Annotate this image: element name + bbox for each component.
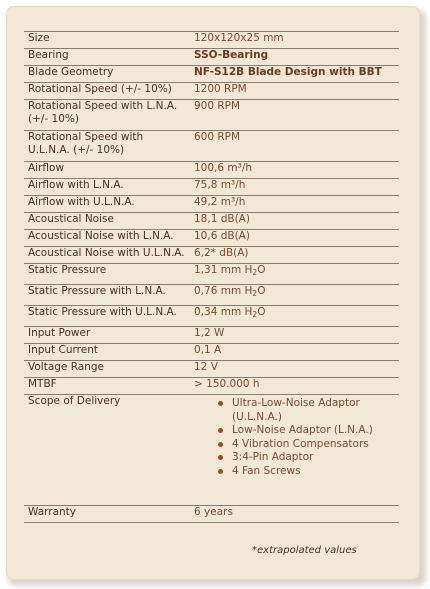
spec-label: Acoustical Noise with U.L.N.A. (24, 247, 190, 264)
spec-label: Voltage Range (24, 361, 190, 378)
spec-label: Airflow with L.N.A. (24, 179, 190, 196)
spec-value-unit-after: O (257, 285, 266, 297)
spec-label: Scope of Delivery (24, 395, 190, 506)
spec-value: 600 RPM (190, 131, 399, 162)
spec-value: NF-S12B Blade Design with BBT (190, 66, 399, 83)
spec-row-size (24, 32, 399, 49)
spec-value: 1200 RPM (190, 83, 399, 100)
spec-value: > 150.000 h (190, 378, 399, 395)
spec-row-acoustical-noise (24, 213, 399, 230)
spec-row-rotational-speed (24, 83, 399, 100)
spec-label: Airflow (24, 162, 190, 179)
spec-label: Rotational Speed (+/- 10%) (24, 83, 190, 100)
spec-value (190, 264, 399, 285)
spec-value-text: 1,31 mm H (194, 264, 253, 276)
spec-row-scope-of-delivery (24, 395, 399, 506)
delivery-item: 4 Fan Screws (218, 465, 397, 479)
delivery-item: Ultra-Low-Noise Adaptor (U.L.N.A.) (218, 397, 397, 424)
footnote: *extrapolated values (252, 545, 357, 556)
spec-label: Airflow with U.L.N.A. (24, 196, 190, 213)
spec-label: MTBF (24, 378, 190, 395)
spec-value: 6,2* dB(A) (190, 247, 399, 264)
spec-value-unit-after: O (257, 264, 266, 276)
spec-row-static-pressure-lna (24, 285, 399, 306)
spec-label: Rotational Speed with L.N.A. (+/- 10%) (24, 100, 190, 131)
spec-value: 1,2 W (190, 327, 399, 344)
spec-label: Acoustical Noise (24, 213, 190, 230)
spec-value: 12 V (190, 361, 399, 378)
spec-label: Acoustical Noise with L.N.A. (24, 230, 190, 247)
spec-value: 6 years (190, 506, 399, 523)
spec-label: Rotational Speed with U.L.N.A. (+/- 10%) (24, 131, 190, 162)
spec-value (190, 285, 399, 306)
spec-row-warranty (24, 506, 399, 523)
spec-table (24, 31, 399, 523)
spec-row-rotational-speed-lna (24, 100, 399, 131)
spec-row-voltage-range (24, 361, 399, 378)
spec-value-unit-after: O (257, 306, 266, 318)
spec-value: 100,6 m³/h (190, 162, 399, 179)
spec-row-bearing (24, 49, 399, 66)
spec-label: Warranty (24, 506, 190, 523)
spec-label: Static Pressure with L.N.A. (24, 285, 190, 306)
spec-value-subscript: 2 (252, 268, 258, 277)
spec-row-input-power (24, 327, 399, 344)
delivery-list (194, 397, 397, 478)
spec-value-subscript: 2 (252, 310, 258, 319)
spec-row-acoustical-noise-ulna (24, 247, 399, 264)
spec-row-rotational-speed-ulna (24, 131, 399, 162)
spec-label: Static Pressure (24, 264, 190, 285)
spec-value: 75,8 m³/h (190, 179, 399, 196)
spec-value: 10,6 dB(A) (190, 230, 399, 247)
spec-value: 900 RPM (190, 100, 399, 131)
spec-row-acoustical-noise-lna (24, 230, 399, 247)
spec-value: 0,1 A (190, 344, 399, 361)
spec-row-airflow-ulna (24, 196, 399, 213)
spec-label: Static Pressure with U.L.N.A. (24, 306, 190, 327)
spec-value: 18,1 dB(A) (190, 213, 399, 230)
spec-value (190, 306, 399, 327)
spec-row-blade-geometry (24, 66, 399, 83)
spec-value-text: 0,76 mm H (194, 285, 253, 297)
spec-row-airflow (24, 162, 399, 179)
spec-value: 120x120x25 mm (190, 32, 399, 49)
spec-row-input-current (24, 344, 399, 361)
spec-label: Input Current (24, 344, 190, 361)
spec-value-text: 0,34 mm H (194, 306, 253, 318)
spec-label: Input Power (24, 327, 190, 344)
spec-label: Bearing (24, 49, 190, 66)
spec-label: Blade Geometry (24, 66, 190, 83)
delivery-item: 4 Vibration Compensators (218, 438, 397, 452)
delivery-item: Low-Noise Adaptor (L.N.A.) (218, 424, 397, 438)
spec-value: SSO-Bearing (190, 49, 399, 66)
spec-row-static-pressure (24, 264, 399, 285)
spec-row-mtbf (24, 378, 399, 395)
spec-value-subscript: 2 (252, 289, 258, 298)
spec-row-static-pressure-ulna (24, 306, 399, 327)
spec-value: 49,2 m³/h (190, 196, 399, 213)
spec-row-airflow-lna (24, 179, 399, 196)
spec-label: Size (24, 32, 190, 49)
delivery-item: 3:4-Pin Adaptor (218, 451, 397, 465)
spec-value (190, 395, 399, 506)
